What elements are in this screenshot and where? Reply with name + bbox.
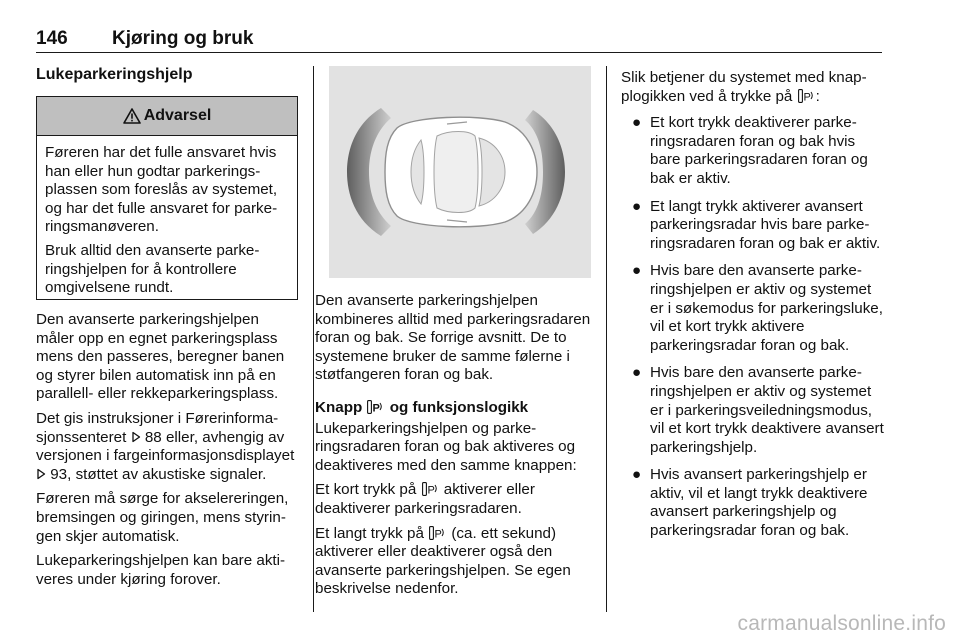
paragraph: Den avanserte parkeringshjelpen kombineres alltid med parkeringsradaren foran og bak. Se forrige avsnitt. De to systemene bruker de samme følerne i støtfangeren foran og bak.	[315, 292, 591, 384]
page-reference-icon	[36, 466, 50, 483]
warning-box	[36, 96, 298, 300]
subheading: Knapp P og funksjonslogikk	[315, 398, 529, 416]
bullet-icon: ●	[632, 364, 642, 382]
paragraph: Et kort trykk på P aktiverer eller deaktiverer parkeringsradaren.	[315, 481, 535, 517]
parking-assist-button-icon	[798, 89, 815, 103]
parking-sensor-illustration	[329, 66, 591, 278]
list-item: ● Hvis bare den avanserte parkeringshjelpen er aktiv og systemet er i søkemodus for parkeringsluke, vil et kort trykk aktivere parkeringsradar foran og bak.	[632, 262, 883, 354]
paragraph: Den avanserte parkeringshjelpen måler opp en egnet parkeringsplass mens den passeres, beregner banen og styrer bilen automatisk inn på en parallell- eller rekkeparkeringsplass.	[36, 311, 285, 403]
list-item: ● Hvis bare den avanserte parkeringshjelpen er aktiv og systemet er i parkeringsveiledningsmodus, vil et kort trykk deaktivere avansert parkeringshjelp.	[632, 364, 884, 456]
paragraph: Slik betjener du systemet med knapplogikken ved å trykke på P :	[621, 69, 867, 105]
list-item: ● Hvis avansert parkeringshjelp er aktiv, vil et langt trykk deaktivere avansert parkeringshjelp og parkeringsradar foran og bak.	[632, 466, 868, 540]
warning-paragraph: Føreren har det fulle ansvaret hvis han eller hun godtar parkeringsplassen som foreslås av systemet, og har det fulle ansvaret for parkeringsmanøveren.	[45, 144, 278, 236]
parking-assist-button-icon	[422, 482, 439, 496]
column-divider-right	[606, 66, 607, 612]
page-reference-icon	[131, 429, 145, 446]
parking-assist-button-icon	[367, 400, 384, 414]
bullet-icon: ●	[632, 262, 642, 280]
paragraph: Et langt trykk på P (ca. ett sekund) aktiverer eller deaktiverer også den avanserte parkeringshjelpen. Se egen beskrivelse nedenfor.	[315, 524, 571, 598]
page-reference[interactable]: 93	[50, 465, 68, 483]
parking-assist-button-icon	[429, 526, 446, 540]
bullet-icon: ●	[632, 466, 642, 484]
paragraph: Lukeparkeringshjelpen kan bare aktiveres under kjøring forover.	[36, 552, 286, 588]
warning-triangle-icon	[123, 108, 141, 124]
bullet-list	[621, 114, 887, 540]
column-3	[621, 69, 887, 550]
page-reference[interactable]: 88	[144, 428, 162, 446]
paragraph: Lukeparkeringshjelpen og parkeringsradaren foran og bak aktiveres og deaktiveres med den samme knappen:	[315, 419, 577, 474]
column-divider-left	[313, 66, 314, 612]
section-title: Lukeparkeringshjelp	[36, 66, 193, 83]
svg-text:P: P	[372, 402, 381, 414]
warning-body	[37, 136, 297, 298]
warning-heading: Advarsel	[143, 107, 212, 124]
svg-text:P: P	[803, 91, 811, 103]
page-header	[36, 28, 882, 53]
watermark: carmanualsonline.info	[737, 612, 946, 635]
bullet-icon: ●	[632, 197, 642, 215]
svg-text:P: P	[434, 528, 442, 540]
list-item: ● Et kort trykk deaktiverer parkeringsradaren foran og bak hvis bare parkeringsradaren foran og bak er aktiv.	[632, 114, 868, 187]
column-1	[36, 311, 298, 595]
page-number: 146	[36, 28, 68, 49]
car-top-view-icon	[385, 117, 537, 227]
list-item: ● Et langt trykk aktiverer avansert parkeringsradar hvis bare parkeringsradaren foran og bak er aktiv.	[632, 197, 881, 252]
bullet-icon: ●	[632, 114, 642, 132]
paragraph: Føreren må sørge for akselereringen, bremsingen og giringen, mens styringen skjer automatisk.	[36, 490, 289, 545]
warning-header	[37, 97, 297, 136]
column-2	[315, 292, 595, 605]
chapter-title: Kjøring og bruk	[112, 28, 254, 49]
paragraph: Det gis instruksjoner i Førerinformasjonssenteret 88 eller, avhengig av versjonen i fargeinformasjonsdisplayet 93, støttet av akustiske signaler.	[36, 409, 295, 483]
svg-text:P: P	[427, 484, 435, 497]
warning-paragraph: Bruk alltid den avanserte parkeringshjelpen for å kontrollere omgivelsene rundt.	[45, 241, 260, 297]
